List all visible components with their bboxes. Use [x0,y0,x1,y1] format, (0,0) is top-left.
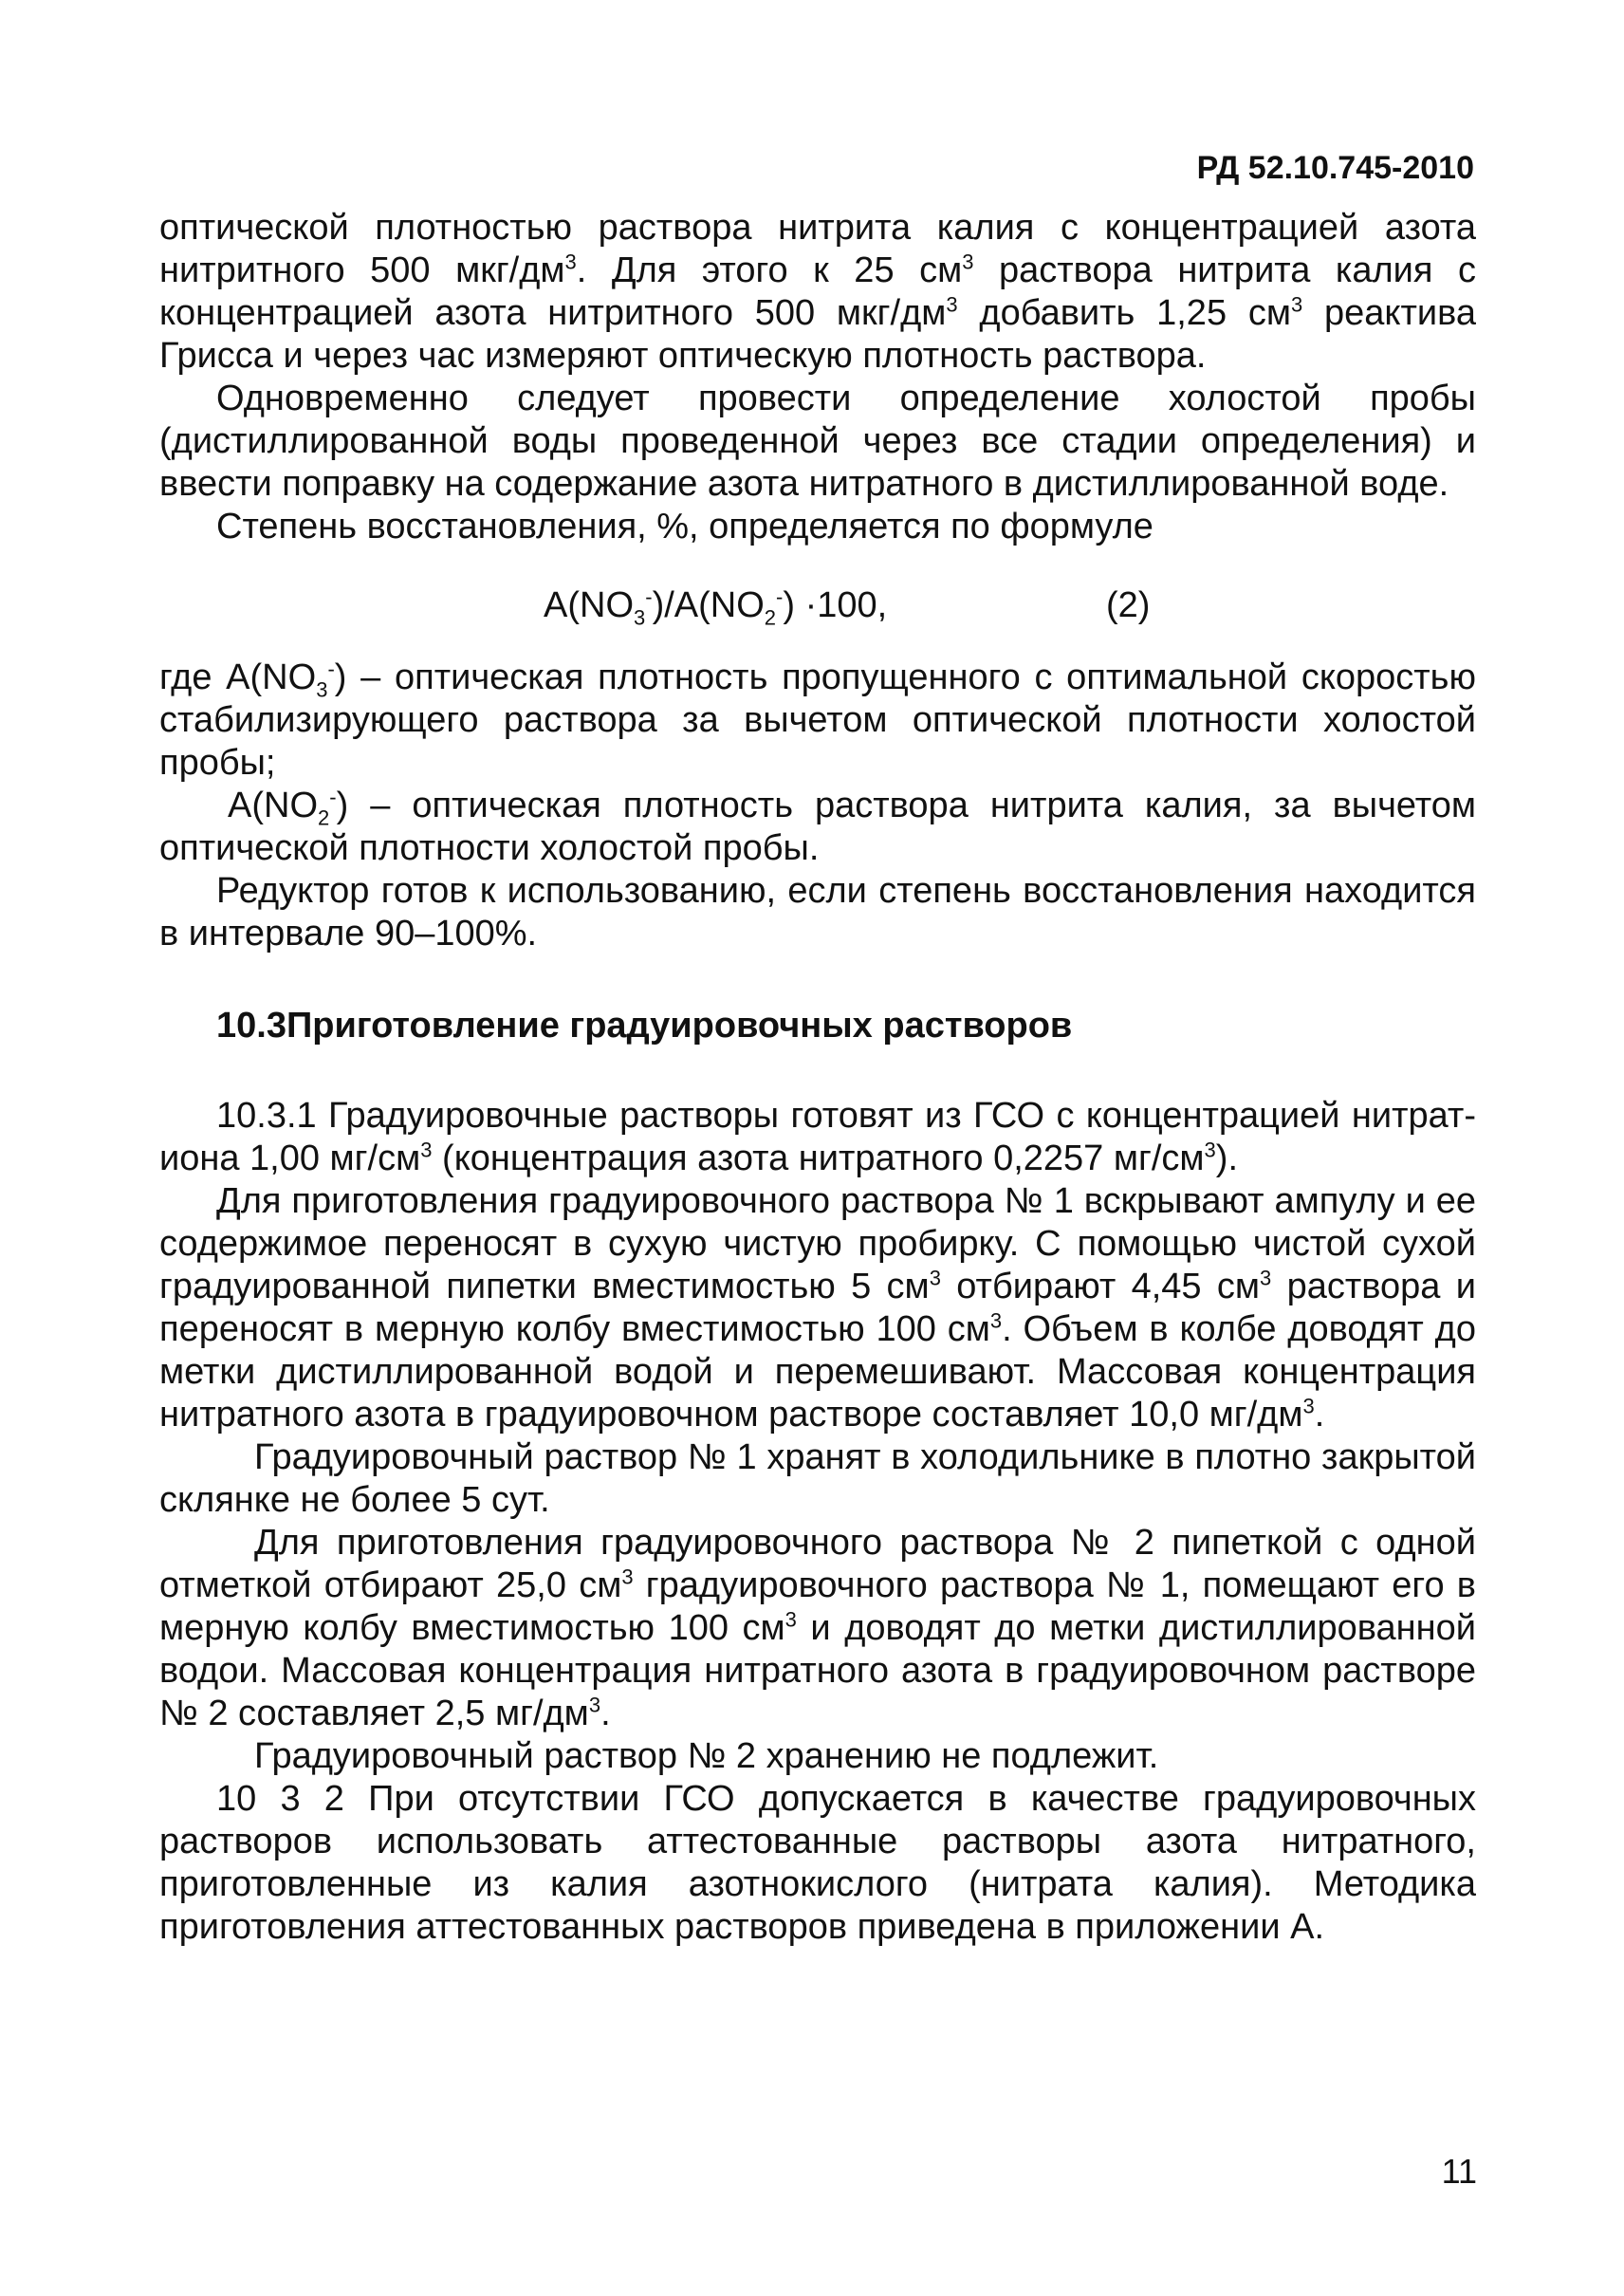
document-body [159,207,1476,1949]
paragraph-solution-1-storage: Градуировочный раствор № 1 хранят в холодильнике в плотно закрытой склянке не более 5 сут. [159,1437,1476,1520]
text-run: ). [1215,1139,1239,1178]
superscript: 3 [564,250,577,274]
superscript: 3 [1204,1138,1216,1162]
text-run: и доводят до метки дистиллированной водои. Массовая концентрация нитратного азота в градуировочном растворе № 2 составляет 2,5 мг/дм [159,1608,1476,1733]
text-run: градуировочного раствора № 1, помещают его в мерную колбу вместимостью 100 см [159,1565,1476,1648]
paragraph-10-3-1 [159,1095,1476,1180]
paragraph-blank-test: Одновременно следует провести определение холостой пробы (дистиллированной воды проведенной через все стадии определения) и ввести поправку на содержание азота нитратного в дистиллированной воде. [159,379,1476,504]
superscript: 3 [1290,292,1303,317]
subscript: 3 [316,677,328,702]
section-heading: 10.3Приготовление градуировочных растворов [216,1006,1073,1046]
superscript: 3 [929,1266,941,1290]
subscript: 3 [634,605,646,630]
text-run: . Для этого к 25 см [576,250,963,290]
paragraph-solution-1-prep [159,1180,1476,1436]
superscript: - [776,584,784,609]
paragraph-reducer-ready: Редуктор готов к использованию, если степень восстановления находится в интервале 90–100%. [159,871,1476,954]
superscript: 3 [962,250,974,274]
superscript: 3 [1302,1394,1315,1418]
subscript: 2 [318,805,330,830]
text-run: Для приготовления градуировочного раствора № 1 вскрывают ампулу и ее содержимое переносят в сухую чистую пробирку. С помощью чистой сухой градуированной пипетки вместимостью 5 см [159,1181,1476,1306]
text-run: раствора нитрита калия с концентрацией азота нитритного 500 мкг/дм [159,250,1476,333]
paragraph-continuation [159,207,1476,378]
formula-block [159,565,1476,651]
text-run: добавить 1,25 см [957,293,1291,333]
formula-number: (2) [1106,585,1151,625]
text-run: ) – оптическая плотность раствора нитрита калия, за вычетом оптической плотности холостой пробы. [159,786,1476,868]
page-number: 11 [1441,2152,1477,2191]
text-run: (концентрация азота нитратного 0,2257 мг/см [432,1139,1205,1178]
text-run: раствора и переносят в мерную колбу вместимостью 100 см [159,1267,1476,1349]
superscript: - [327,657,335,681]
paragraph-definition-no2 [159,785,1476,870]
formula-expression [544,584,888,630]
text-run: A(NO [228,786,318,825]
paragraph-definition-no3 [159,657,1476,785]
superscript: 3 [989,1308,1003,1333]
text-run: ) ·100, [783,585,888,625]
text-run: ) – оптическая плотность пропущенного с оптимальной скоростью стабилизирующего раствора за вычетом оптической плотности холостой пробы; [159,657,1476,783]
text-run: . [600,1694,611,1733]
superscript: 3 [621,1565,634,1589]
paragraph-10-3-2: 10 3 2 При отсутствии ГСО допускается в качестве градуировочных растворов использовать аттестованные растворы азота нитратного, приготовленные из калия азотнокислого (нитрата калия). Методика приготовления аттестованных растворов приведена в приложении А. [159,1779,1476,1947]
text-run: . Объем в колбе доводят до метки дистиллированной водой и перемешивают. Массовая концентрация нитратного азота в градуировочном растворе составляет 10,0 мг/дм [159,1309,1476,1435]
superscript: 3 [784,1607,797,1632]
paragraph-formula-intro: Степень восстановления, %, определяется по формуле [216,507,1153,546]
text-run: 10.3.1 Градуировочные растворы готовят из ГСО с концентрацией нитрат-иона 1,00 мг/см [159,1096,1476,1178]
superscript: - [329,785,337,809]
text-run: отбирают 4,45 см [940,1267,1261,1306]
text-run: Для приготовления градуировочного раствора № 2 пипеткой с одной отметкой отбирают 25,0 см [159,1523,1476,1605]
text-run: A(NO [544,585,634,625]
text-run: оптической плотностью раствора нитрита калия с концентрацией азота нитритного 500 мкг/дм [159,208,1476,290]
document-code-header: РД 52.10.745-2010 [1196,150,1474,186]
text-run: )/A(NO [652,585,765,625]
text-run: где A(NO [159,657,317,697]
text-run: . [1314,1395,1325,1435]
paragraph-solution-2-storage: Градуировочный раствор № 2 хранению не подлежит. [254,1736,1159,1776]
paragraph-solution-2-prep [159,1522,1476,1735]
superscript: 3 [1260,1266,1272,1290]
subscript: 2 [764,605,777,630]
superscript: - [645,584,653,609]
text-run: реактива Грисса и через час измеряют оптическую плотность раствора. [159,293,1476,376]
superscript: 3 [946,292,958,317]
superscript: 3 [420,1138,433,1162]
superscript: 3 [588,1693,601,1717]
